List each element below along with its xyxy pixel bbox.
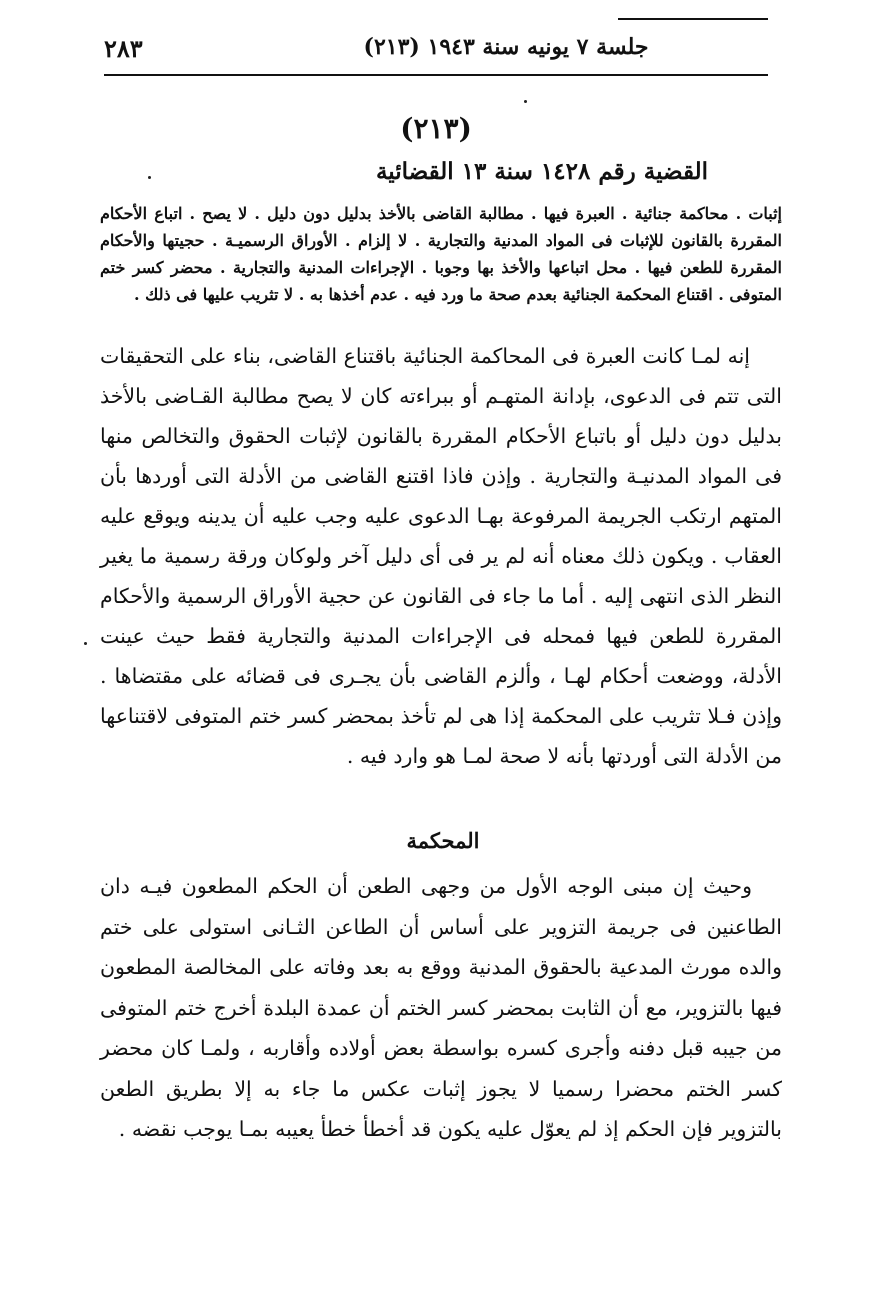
court-reasoning-paragraph: وحيث إن مبنى الوجه الأول من وجهى الطعن أن الحكم المطعون فيـه دان الطاعنين فى جريمة التزوير على أساس أن الطاعن الثـانى استولى على ختم والده مورث المدعية بالحقوق المدنية ووقع به بعد وفاته على المخالصة المطعون فيها بالتزوير، مع أن الثابت بمحضر كسر الختم أن عمدة البلدة أخرج ختم المتوفى من جيبه قبل دفنه وأجرى كسره بواسطة بعض أولاده وأقاربه ، ولمـا كان محضر كسر الختم محضرا رسميا لا يجوز إثبات عكس ما جاء به إلا بطريق الطعن بالتزوير فإن الحكم إذ لم يعوّل عليه يكون قد أخطأ خطأ يعيبه بمـا يوجب نقضه . [100, 874, 782, 1141]
running-header [104, 32, 768, 72]
case-number: (٢١٣) [400, 112, 472, 145]
scan-speck [84, 642, 87, 645]
page-number: ٢٨٣ [104, 34, 143, 63]
legal-principle-paragraph: إنه لمـا كانت العبرة فى المحاكمة الجنائية باقتناع القاضى، بناء على التحقيقات التى تتم فى الدعوى، بإدانة المتهـم أو ببراءته كان لا يصح مطالبة القـاضى بالأخذ بدليل دون دليل أو باتباع الأحكام المقررة بالقانون لإثبات الحقوق والتخالص منها فى المواد المدنيـة والتجارية . وإذن فاذا اقتنع القاضى من الأدلة التى أوردها بأن المتهم ارتكب الجريمة المرفوعة بهـا الدعوى عليه وجب عليه أن يدينه ويوقع عليه العقاب . ويكون ذلك معناه أنه لم ير فى أى دليل آخر ولوكان ورقة رسمية ما يغير النظر الذى انتهى إليه . أما ما جاء فى القانون عن حجية الأوراق الرسمية والأحكام المقررة للطعن فيها فمحله فى الإجراءات المدنية والتجارية فقط حيث عينت الأدلة، ووضعت أحكام لهـا ، وألزم القاضى بأن يجـرى فى قضائه على مقتضاها . وإذن فـلا تثريب على المحكمة إذا هى لم تأخذ بمحضر كسر ختم المتوفى لاقتناعها من الأدلة التى أوردتها بأنه لا صحة لمـا هو وارد فيه . [100, 344, 782, 768]
header-rule [104, 74, 768, 76]
scan-speck [148, 176, 151, 179]
section-heading: المحكمة [406, 828, 480, 853]
case-reference: القضية رقم ١٤٢٨ سنة ١٣ القضائية [375, 158, 708, 185]
header-title: جلسة ٧ يونيه سنة ١٩٤٣ (٢١٣) [363, 34, 649, 60]
headnote-keywords: إثبات . محاكمة جنائية . العبرة فيها . مطالبة القاضى بالأخذ بدليل دون دليل . لا يصح . اتباع الأحكام المقررة بالقانون للإثبات فى المواد المدنية والتجارية . لا إلزام . الأوراق الرسميـة . حجيتها والأحكام المقررة للطعن فيها . محل اتباعها والأخذ بها وجوبا . الإجراءات المدنية والتجارية . محضر كسر ختم المتوفى . اقتناع المحكمة الجنائية بعدم صحة ما ورد فيه . عدم أخذها به . لا تثريب عليها فى ذلك . [100, 204, 782, 304]
scan-speck [524, 100, 527, 103]
top-rule [618, 18, 768, 20]
